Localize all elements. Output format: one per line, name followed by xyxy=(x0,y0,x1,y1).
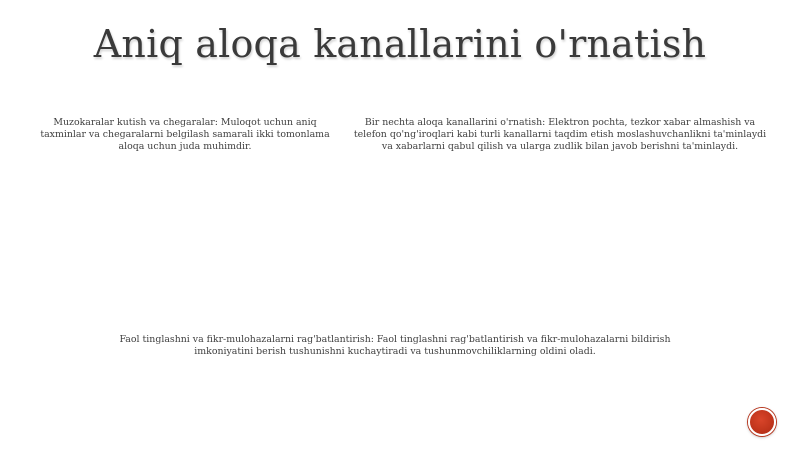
paragraph-boundaries: Muzokaralar kutish va chegaralar: Muloqot uchun aniq taxminlar va chegaralarni belgilash samarali ikki tomonlama aloqa uchun juda muhimdir. xyxy=(40,117,330,152)
paragraph-channels: Bir nechta aloqa kanallarini o'rnatish: Elektron pochta, tezkor xabar almashish va telefon qo'ng'iroqlari kabi turli kanallarni taqdim etish moslashuvchanlikni ta'minlaydi va xabarlarni qabul qilish va ularga zudlik bilan javob berishni ta'minlaydi. xyxy=(353,117,767,152)
circle-nav-icon[interactable] xyxy=(748,408,776,436)
paragraph-active-listening: Faol tinglashni va fikr-mulohazalarni rag'batlantirish: Faol tinglashni rag'batlantirish va fikr-mulohazalarni bildirish imkoniyatini berish tushunishni kuchaytiradi va tushunmovchiliklarning oldini oladi. xyxy=(119,334,671,357)
slide-title: Aniq aloqa kanallarini o'rnatish xyxy=(93,22,707,66)
